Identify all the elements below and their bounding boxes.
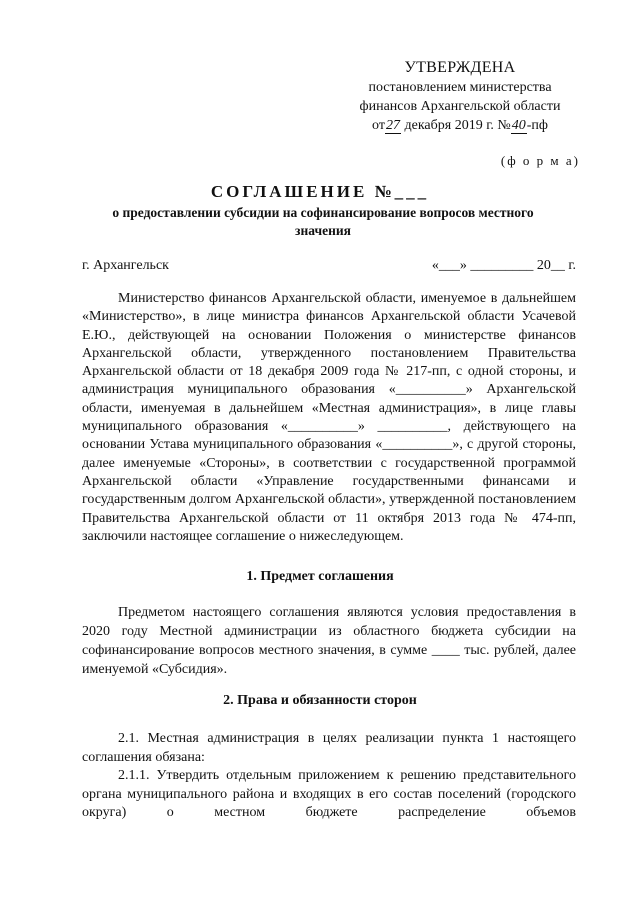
section-2-heading: 2. Права и обязанности сторон xyxy=(223,693,417,708)
document-title: СОГЛАШЕНИЕ №___ xyxy=(210,182,430,201)
preamble-paragraph xyxy=(82,290,576,546)
form-mark: (ф о р м а) xyxy=(500,153,580,168)
clause-2-1-1-text: 2.1.1. Утвердить отдельным приложением к решению представительного органа муниципального района и входящих в его состав поселений (городского округа) о местном бюджете распределение объемов xyxy=(82,768,576,820)
section-1-text: Предметом настоящего соглашения являются условия предоставления в 2020 году Местной администрации из областного бюджета субсидии на софинансирование вопросов местного значения, в сумме ____ тыс. рублей, далее именуемой «Субсидия». xyxy=(82,605,576,677)
approval-stamp xyxy=(340,58,580,135)
approval-heading: УТВЕРЖДЕНА xyxy=(404,59,516,76)
clause-2-1-text: 2.1. Местная администрация в целях реализации пункта 1 настоящего соглашения обязана: xyxy=(82,731,576,765)
approval-line-3 xyxy=(340,116,580,135)
clause-2-1-1-paragraph xyxy=(82,767,576,823)
approval-date-prefix: от xyxy=(372,118,385,133)
preamble-text: Министерство финансов Архангельской области, именуемое в дальнейшем «Министерство», в лице министра финансов Архангельской области Усачевой Е.Ю., действующей на основании Положения о министерстве финансов Архангельской области, утвержденного постановлением Правительства Архангельской области от 18 декабря 2009 года № 217-пп, с одной стороны, и администрация муниципального образования «__________» Архангельской области, именуемая в дальнейшем «Местная администрация», в лице главы муниципального образования «__________» __________, действующего на основании Устава муниципального образования «__________», с другой стороны, далее именуемые «Стороны», в соответствии с государственной программой Архангельской области «Управление государственными финансами и государственным долгом Архангельской области», утвержденной постановлением Правительства Архангельской области от 11 октября 2013 года № 474-пп, заключили настоящее соглашение о нижеследующем. xyxy=(82,291,576,544)
handwritten-day: 27 xyxy=(385,118,400,133)
city-label: г. Архангельск xyxy=(82,258,169,273)
approval-date-mid: декабря 2019 г. № xyxy=(400,118,511,133)
document-subtitle: о предоставлении субсидии на софинансирование вопросов местного значения xyxy=(112,205,534,238)
section-1-paragraph xyxy=(82,603,576,679)
date-placeholder: «___» _________ 20__ г. xyxy=(431,258,576,273)
clause-2-1-paragraph xyxy=(82,730,576,767)
approval-line-2: финансов Архангельской области xyxy=(359,99,561,114)
approval-line-1: постановлением министерства xyxy=(368,80,552,95)
section-1-heading: 1. Предмет соглашения xyxy=(246,569,394,584)
handwritten-number: 40 xyxy=(511,118,526,133)
approval-date-suffix: -пф xyxy=(526,118,548,133)
